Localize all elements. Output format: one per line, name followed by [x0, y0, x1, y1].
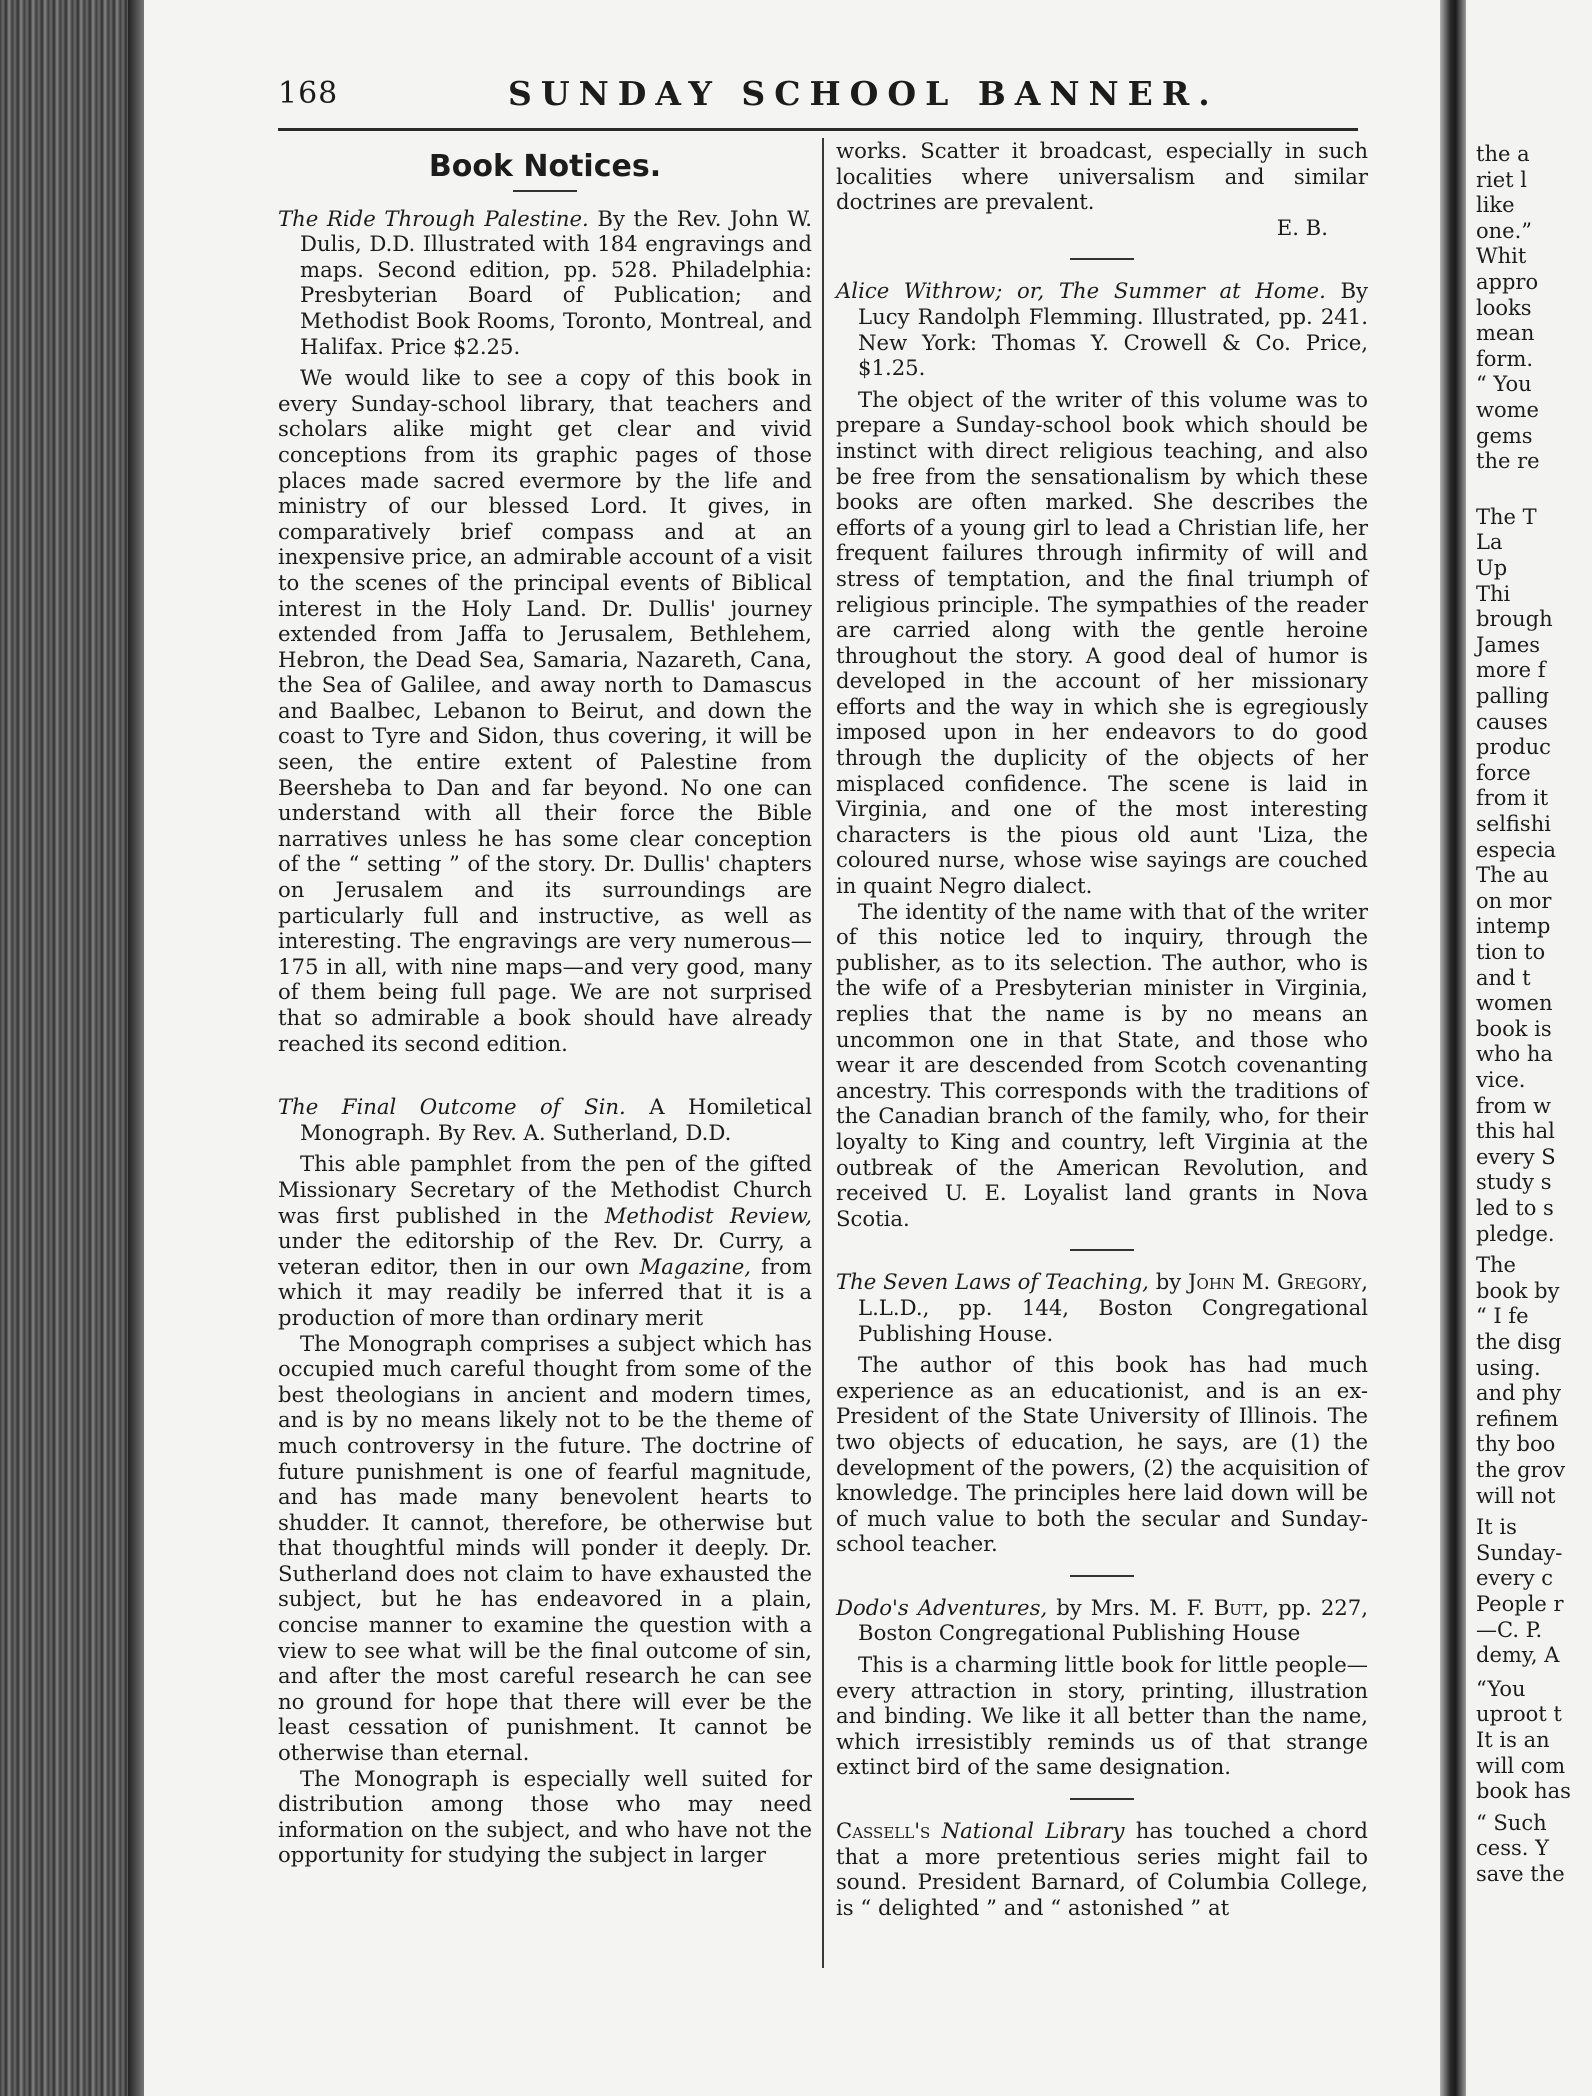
facing-page-text-fragment: Up	[1476, 556, 1508, 580]
facing-page-text-fragment: The	[1476, 1253, 1516, 1278]
facing-page-text-fragment: uproot t	[1476, 1702, 1562, 1727]
facing-page-text-fragment: will com	[1476, 1753, 1566, 1778]
facing-page-text-fragment: book by	[1476, 1278, 1560, 1303]
text: , L.L.D., pp. 144, Boston Congregational Publishing House.	[858, 1269, 1368, 1346]
facing-page-text-fragment: The T	[1476, 504, 1537, 529]
facing-page-text-fragment: looks	[1476, 295, 1532, 320]
review-body: This is a charming little book for little people—every attraction in story, printing, illustration and binding. We like it all better than the name, which irresistibly reminds us of that strange extinct bird of the same designation.	[836, 1652, 1368, 1780]
review-ride-through-palestine	[278, 206, 812, 1057]
facing-page-text-fragment: “ You	[1476, 372, 1532, 397]
book-title: Alice Withrow; or, The Summer at Home.	[836, 278, 1326, 304]
facing-page-text-fragment: selfishi	[1476, 812, 1551, 836]
facing-page-text-fragment: cess. Y	[1476, 1836, 1549, 1861]
facing-page-text-fragment: save the	[1476, 1862, 1565, 1886]
separator-rule	[1070, 1798, 1134, 1800]
review-body: The author of this book has had much experience as an educationist, and is an ex-President of the State University of Illinois. The two objects of education, he says, are (1) the development of the powers, (2) the acquisition of knowledge. The principles here laid down will be of much value to both the secular and Sunday-school teacher.	[836, 1352, 1368, 1557]
facing-page-text-fragment: one.”	[1476, 218, 1533, 243]
facing-page-text-fragment: riet l	[1476, 167, 1528, 192]
review-dodos-adventures	[836, 1595, 1368, 1780]
facing-page-text-fragment: La	[1476, 530, 1503, 555]
facing-page-text-fragment: led to s	[1476, 1196, 1554, 1220]
facing-page-text-fragment: James	[1476, 632, 1541, 657]
facing-page-text-fragment: book has	[1476, 1779, 1571, 1804]
facing-page-text-fragment: especia	[1476, 837, 1557, 862]
citation	[278, 1094, 812, 1145]
facing-page-text-fragment: and phy	[1476, 1381, 1561, 1406]
review-body: The Monograph comprises a subject which has occupied much careful thought from some of the best theologians in ancient and modern times, and is by no means likely not to be the theme of much controversy in the future. The doctrine of future punishment is one of fearful magnitude, and has made many benevolent hearts to shudder. It cannot, therefore, be otherwise but that thoughtful minds will ponder it deeply. Dr. Sutherland does not claim to have exhausted the subject, but he has endeavored in a plain, concise manner to examine the question with a view to see what will be the final outcome of sin, and after the most careful research he can see no ground for hope that there will ever be the least cessation of punishment. It cannot be otherwise than eternal.	[278, 1330, 812, 1766]
text: works. Scatter it broadcast, especially in such localities where universalism and similar doctrines are prevalent.	[836, 138, 1368, 215]
citation	[836, 1269, 1368, 1346]
review-body: The Monograph is especially well suited for distribution among those who may need information on the subject, and who have not the opportunity for studying the subject in larger	[278, 1765, 812, 1868]
facing-page-text-fragment: intemp	[1476, 914, 1551, 939]
facing-page-text-fragment: Thi	[1476, 581, 1511, 606]
text: This able pamphlet from the pen of the gifted Missionary Secretary of the Methodist Church was first published in the	[278, 1151, 812, 1228]
separator-rule	[1070, 258, 1134, 260]
facing-page-text-fragment: the re	[1476, 449, 1540, 474]
page-header	[278, 66, 1358, 116]
review-alice-withrow	[836, 278, 1368, 1231]
facing-page-text-fragment: every S	[1476, 1144, 1556, 1169]
facing-page-text-fragment: refinem	[1476, 1406, 1559, 1431]
book-title: Dodo's Adventures,	[836, 1594, 1048, 1620]
author-name: John M. Gregory	[1188, 1269, 1362, 1295]
facing-page-text-fragment: Whit	[1476, 244, 1527, 269]
book-title: The Seven Laws of Teaching,	[836, 1269, 1149, 1295]
facing-page-text-fragment: using.	[1476, 1355, 1541, 1380]
text: by	[1148, 1269, 1189, 1295]
facing-page-text-fragment: form.	[1476, 346, 1534, 371]
facing-page	[1466, 0, 1592, 2096]
facing-page-text-fragment: vice.	[1476, 1068, 1526, 1092]
section-title: Book Notices.	[428, 149, 662, 184]
facing-page-text-fragment: It is	[1476, 1515, 1517, 1540]
left-column	[278, 138, 812, 1868]
periodical-title: Magazine,	[639, 1253, 751, 1279]
facing-page-text-fragment: causes	[1476, 709, 1548, 734]
review-body: We would like to see a copy of this book in every Sunday-school library, that teachers and scholars alike might get clear and vivid conceptions from its graphic pages of those places made sacred evermore by the life and ministry of our blessed Lord. It gives, in comparatively brief compass and at an inexpensive price, an admirable account of a visit to the scenes of the principal events of Biblical interest in the Holy Land. Dr. Dullis' journey extended from Jaffa to Jerusalem, Bethlehem, Hebron, the Dead Sea, Samaria, Nazareth, Cana, the Sea of Galilee, and away north to Damascus and Baalbec, Lebanon to Beirut, and down the coast to Tyre and Sidon, thus covering, it will be seen, the entire extent of Palestine from Beersheba to Dan and far beyond. No one can understand with all their force the Bible narratives unless he has some clear conception of the “ setting ” of the story. Dr. Dullis' chapters on Jerusalem and its surroundings are particularly full and instructive, as well as interesting. The engravings are very numerous—175 in all, with nine maps—and very good, many of them being full page. We are not surprised that so admirable a book should have already reached its second edition.	[278, 365, 812, 1056]
column-rule	[822, 138, 824, 1968]
book-title: The Final Outcome of Sin.	[278, 1094, 626, 1120]
citation	[278, 206, 812, 360]
facing-page-text-fragment: wome	[1476, 398, 1539, 422]
facing-page-text-fragment: pledge.	[1476, 1221, 1555, 1246]
citation-details: By Lucy Randolph Flemming. Illustrated, pp. 241. New York: Thomas Y. Crowell & Co. Price, $1.25.	[858, 278, 1369, 381]
header-rule	[278, 128, 1358, 131]
page-number: 168	[278, 76, 339, 111]
facing-page-text-fragment: produc	[1476, 735, 1551, 760]
page-gutter	[1440, 0, 1466, 2096]
facing-page-text-fragment: “You	[1476, 1676, 1526, 1701]
facing-page-text-fragment: on mor	[1476, 888, 1552, 913]
title-rule	[513, 190, 577, 192]
separator-rule	[1070, 1575, 1134, 1577]
citation-details: A Homiletical Monograph. By Rev. A. Sutherland, D.D.	[300, 1094, 812, 1145]
text: has touched a chord that a more pretentious series might fail to sound. President Barnard, of Columbia College, is “ delighted ” and “ astonished ” at	[836, 1818, 1368, 1920]
text: under the editorship of the Rev. Dr. Curry, a veteran editor, then in our own	[278, 1228, 812, 1279]
facing-page-text-fragment: tion to	[1476, 940, 1546, 964]
facing-page-text-fragment: “ Such	[1476, 1810, 1547, 1835]
facing-page-text-fragment: like	[1476, 193, 1515, 218]
spine-edge	[128, 0, 144, 2096]
facing-page-text-fragment: every c	[1476, 1566, 1554, 1591]
facing-page-text-fragment: force	[1476, 760, 1531, 785]
right-column	[836, 138, 1368, 1920]
facing-page-text-fragment: the a	[1476, 142, 1530, 166]
facing-page-text-fragment: brough	[1476, 607, 1553, 632]
facing-page-text-fragment: palling	[1476, 684, 1550, 708]
facing-page-text-fragment: from w	[1476, 1093, 1552, 1118]
facing-page-text-fragment: It is an	[1476, 1728, 1550, 1752]
facing-page-text-fragment: book is	[1476, 1016, 1552, 1041]
facing-page-text-fragment: The au	[1476, 863, 1549, 888]
review-final-outcome-of-sin	[278, 1094, 812, 1868]
periodical-title: Methodist Review,	[604, 1202, 812, 1228]
facing-page-text-fragment: mean	[1476, 321, 1535, 346]
review-seven-laws	[836, 1269, 1368, 1557]
reviewer-signature: E. B.	[1276, 214, 1328, 240]
facing-page-text-fragment: and t	[1476, 965, 1531, 990]
review-body: The object of the writer of this volume was to prepare a Sunday-school book which should be instinct with direct religious teaching, and also be free from the sensationalism by which these books are often marked. She describes the efforts of a young girl to lead a Christian life, her frequent failures through infirmity of will and stress of temptation, and the final triumph of religious principle. The sympathies of the reader are carried along with the gentle heroine throughout the story. A good deal of humor is developed in the account of her missionary efforts and the way in which she is egregiously imposed upon in her endeavors to do good through the duplicity of the objects of her misplaced confidence. The scene is laid in Virginia, and one of the most interesting characters is the pious old aunt 'Liza, the coloured nurse, whose wise sayings are couched in quaint Negro dialect.	[836, 386, 1368, 899]
facing-page-text-fragment: who ha	[1476, 1042, 1553, 1067]
facing-page-text-fragment: People r	[1476, 1592, 1564, 1616]
facing-page-text-fragment: women	[1476, 991, 1553, 1016]
series-title: National Library	[941, 1818, 1125, 1844]
book-spine	[0, 0, 140, 2096]
continued-text	[836, 138, 1368, 215]
text: by Mrs. M. F.	[1047, 1594, 1214, 1620]
citation-details: By the Rev. John W. Dulis, D.D. Illustrated with 184 engravings and maps. Second edition, pp. 528. Philadelphia: Presbyterian Board of Publication; and Methodist Book Rooms, Toronto, Montreal, and Halifax. Price $2.25.	[300, 205, 812, 359]
facing-page-text-fragment: more f	[1476, 658, 1546, 683]
facing-page-text-fragment: appro	[1476, 270, 1539, 294]
facing-page-text-fragment: Sunday-	[1476, 1540, 1563, 1565]
separator-rule	[1070, 1249, 1134, 1251]
running-title: SUNDAY SCHOOL BANNER.	[508, 74, 1219, 113]
facing-page-text-fragment: the disg	[1476, 1330, 1562, 1354]
facing-page-text-fragment: study s	[1476, 1170, 1552, 1195]
text: , pp. 227, Boston Congregational Publishing House	[858, 1594, 1368, 1646]
review-body: The identity of the name with that of the writer of this notice led to inquiry, through the publisher, as to its selection. The author, who is the wife of a Presbyterian minister in Virginia, replies that the name is by no means an uncommon one in that State, and those who wear it are descended from Scotch covenanting ancestry. This corresponds with the traditions of the Canadian branch of the family, who, for their loyalty to King and country, left Virginia at the outbreak of the American Revolution, and received U. E. Loyalist land grants in Nova Scotia.	[836, 898, 1368, 1231]
facing-page-text-fragment: —C. P.	[1476, 1617, 1543, 1642]
review-body	[836, 1818, 1368, 1920]
citation	[836, 278, 1368, 380]
book-title: The Ride Through Palestine.	[278, 205, 589, 231]
review-body	[278, 1151, 812, 1330]
facing-page-text-fragment: from it	[1476, 786, 1549, 811]
author-name: Butt	[1213, 1594, 1263, 1620]
facing-page-text-fragment: will not	[1476, 1483, 1556, 1508]
citation	[836, 1595, 1368, 1646]
facing-page-text-fragment: thy boo	[1476, 1432, 1556, 1457]
review-cassells-library	[836, 1818, 1368, 1920]
facing-page-text-fragment: gems	[1476, 423, 1533, 448]
text: from which it may readily be inferred that it is a production of more than ordinary merit	[278, 1253, 812, 1330]
facing-page-text-fragment: the grov	[1476, 1458, 1566, 1482]
facing-page-text-fragment: “ I fe	[1476, 1304, 1529, 1329]
spacer	[513, 1074, 577, 1076]
facing-page-text-fragment: demy, A	[1476, 1643, 1560, 1668]
publisher-name: Cassell's	[836, 1818, 931, 1844]
facing-page-text-fragment: this hal	[1476, 1119, 1555, 1144]
